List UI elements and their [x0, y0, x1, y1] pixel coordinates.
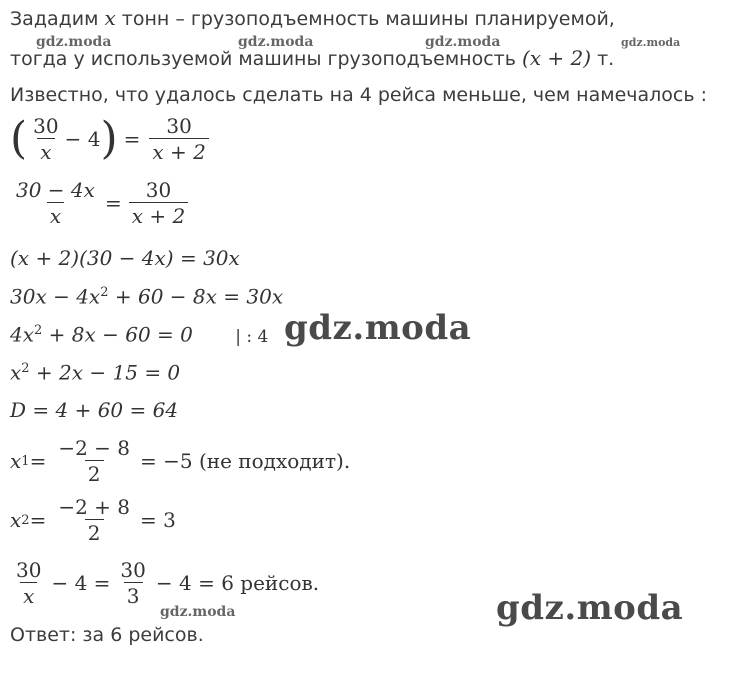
watermark: gdz.moda — [160, 604, 236, 620]
fraction: $\frac{30}{x + 2}$ — [149, 116, 208, 162]
intro-text-2b: т. — [591, 48, 615, 70]
equation-7: D = 4 + 60 = 64 — [10, 398, 179, 422]
intro-var-x: x — [104, 6, 116, 30]
intro-line-2 — [10, 48, 614, 69]
answer-line: Ответ: за 6 рейсов. — [10, 624, 204, 646]
right-paren: ) — [100, 113, 118, 164]
watermark: gdz.moda — [621, 36, 681, 49]
fraction: $\frac{30}{x}$ — [33, 114, 59, 164]
watermark: gdz.moda — [36, 34, 112, 50]
fraction: $\frac{30 - 4x}{x}$ — [16, 178, 95, 228]
equation-5: $4x^2 + 8x - 60 = 0$ | : 4 — [10, 322, 269, 347]
watermark: gdz.moda — [238, 34, 314, 50]
intro-line-1 — [10, 8, 615, 29]
equation-6: $x^2 + 2x - 15 = 0$ — [10, 360, 181, 385]
intro-text-2a: тогда у используемой машины грузоподъемность — [10, 48, 522, 70]
watermark: gdz.moda — [425, 34, 501, 50]
equation-2: $\frac{30 - 4x}{x}$ = $\frac{30}{x + 2}$ — [10, 180, 191, 226]
intro-text-1a: Зададим — [10, 8, 105, 30]
fraction: $\frac{-2 - 8}{2}$ — [58, 436, 131, 486]
equation-8: x 1 = $\frac{-2 - 8}{2}$ = −5 (не подходит). — [10, 436, 351, 486]
equation-3: (x + 2)(30 − 4x) = 30x — [10, 246, 240, 270]
watermark: gdz.moda — [496, 588, 684, 628]
equation-1: ( $\frac{30}{x}$ − 4 ) = $\frac{30}{x + 2}$ — [10, 116, 212, 162]
divide-note: | : 4 — [235, 326, 269, 347]
fraction: $\frac{-2 + 8}{2}$ — [58, 495, 131, 545]
fraction: $\frac{30}{3}$ — [120, 558, 146, 608]
left-paren: ( — [10, 113, 28, 164]
equation-10: $\frac{30}{x}$ − 4 = $\frac{30}{3}$ − 4 = 6 рейсов. — [10, 560, 319, 606]
intro-text-1b: тонн – грузоподъемность машины планируемой, — [115, 8, 615, 30]
intro-expr: (x + 2) — [521, 46, 592, 70]
equation-4: $30x - 4x^2 + 60 - 8x = 30x$ — [10, 284, 284, 309]
fraction: $\frac{30}{x + 2}$ — [129, 180, 188, 226]
watermark: gdz.moda — [284, 308, 472, 348]
intro-line-3: Известно, что удалось сделать на 4 рейса меньше, чем намечалось : — [10, 84, 707, 106]
fraction: $\frac{30}{x}$ — [16, 558, 42, 608]
equation-9: x 2 = $\frac{-2 + 8}{2}$ = 3 — [10, 495, 176, 545]
